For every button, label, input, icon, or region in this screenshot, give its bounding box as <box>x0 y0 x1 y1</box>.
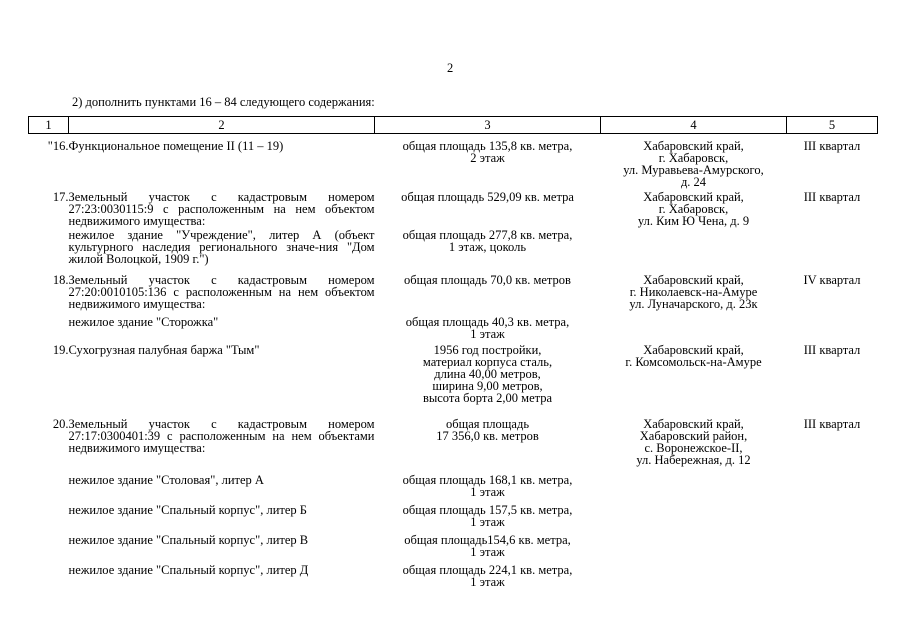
item-quarter: IV квартал <box>803 273 861 287</box>
item-number: "16. <box>47 139 69 153</box>
item-number <box>29 229 69 274</box>
item-description: Сухогрузная палубная баржа "Тым" <box>68 343 260 357</box>
column-header: 3 <box>375 117 601 134</box>
item-area: общая площадь 70,0 кв. метров <box>404 273 571 287</box>
item-quarter <box>787 474 878 504</box>
table-row <box>29 316 878 344</box>
intro-text: 2) дополнить пунктами 16 – 84 следующего содержания: <box>72 95 375 109</box>
column-header: 2 <box>69 117 375 134</box>
item-address: Хабаровский край, Хабаровский район, с. Воронежское-II, ул. Набережная, д. 12 <box>636 417 751 467</box>
item-area: общая площадь154,6 кв. метра, 1 этаж <box>404 533 571 559</box>
item-address: Хабаровский край, г. Комсомольск-на-Амуре <box>625 343 762 369</box>
item-description: нежилое здание "Спальный корпус", литер В <box>68 533 309 547</box>
item-description: Земельный участок с кадастровым номером 27:23:0030115:9 с расположенным на нем объектом недвижимого имущества: <box>68 190 375 228</box>
item-address <box>601 316 787 344</box>
item-description: нежилое здание "Сторожка" <box>68 315 219 329</box>
item-description: Земельный участок с кадастровым номером 27:17:0300401:39 с расположенным на нем объектами недвижимого имущества: <box>68 417 375 455</box>
item-description: нежилое здание "Спальный корпус", литер Д <box>68 563 309 577</box>
table-row <box>29 344 878 418</box>
item-area: общая площадь 224,1 кв. метра, 1 этаж <box>402 563 573 589</box>
table-row <box>29 504 878 534</box>
item-quarter <box>787 316 878 344</box>
table-row <box>29 418 878 474</box>
item-number <box>29 316 69 344</box>
item-quarter: III квартал <box>803 139 861 153</box>
item-area: 1956 год постройки, материал корпуса сталь, длина 40,00 метров, ширина 9,00 метров, высота борта 2,00 метра <box>422 343 553 405</box>
item-area: общая площадь 40,3 кв. метра, 1 этаж <box>405 315 570 341</box>
column-header: 1 <box>29 117 69 134</box>
item-address <box>601 504 787 534</box>
item-quarter <box>787 504 878 534</box>
table-row <box>29 229 878 274</box>
property-table <box>28 116 878 594</box>
header-row <box>29 117 878 134</box>
table-row <box>29 274 878 316</box>
item-quarter <box>787 534 878 564</box>
item-quarter: III квартал <box>803 190 861 204</box>
item-address <box>601 564 787 594</box>
item-number: 17. <box>52 190 69 204</box>
item-address: Хабаровский край, г. Хабаровск, ул. Ким Ю Чена, д. 9 <box>637 190 750 228</box>
item-address <box>601 474 787 504</box>
page-number: 2 <box>447 61 454 75</box>
item-address <box>601 534 787 564</box>
table-row <box>29 134 878 189</box>
item-area: общая площадь 157,5 кв. метра, 1 этаж <box>402 503 573 529</box>
item-quarter: III квартал <box>803 417 861 431</box>
item-area: общая площадь 17 356,0 кв. метров <box>436 417 539 443</box>
item-description: нежилое здание "Столовая", литер А <box>68 473 264 487</box>
item-quarter: III квартал <box>803 343 861 357</box>
item-number <box>29 504 69 534</box>
table-row <box>29 564 878 594</box>
item-area: общая площадь 529,09 кв. метра <box>401 190 574 204</box>
item-area: общая площадь 168,1 кв. метра, 1 этаж <box>402 473 573 499</box>
item-number <box>29 534 69 564</box>
item-quarter <box>787 564 878 594</box>
item-description: нежилое здание "Учреждение", литер А (объект культурного наследия регионального значе-ния "Дом жилой Волоцкой, 1909 г.") <box>68 228 375 266</box>
item-number <box>29 564 69 594</box>
item-description: Функциональное помещение II (11 – 19) <box>68 139 284 153</box>
item-number: 20. <box>52 417 69 431</box>
table-row <box>29 474 878 504</box>
item-address <box>601 229 787 274</box>
item-quarter <box>787 229 878 274</box>
item-number: 19. <box>52 343 69 357</box>
item-address: Хабаровский край, г. Хабаровск, ул. Муравьева-Амурского, д. 24 <box>623 139 764 189</box>
item-number <box>29 474 69 504</box>
item-description: нежилое здание "Спальный корпус", литер Б <box>68 503 307 517</box>
item-address: Хабаровский край, г. Николаевск-на-Амуре ул. Луначарского, д. 23к <box>629 273 758 311</box>
table-row <box>29 188 878 229</box>
column-header: 5 <box>787 117 878 134</box>
column-header: 4 <box>601 117 787 134</box>
item-number: 18. <box>52 273 69 287</box>
item-area: общая площадь 135,8 кв. метра, 2 этаж <box>402 139 573 165</box>
item-description: Земельный участок с кадастровым номером 27:20:0010105:136 с расположенным на нем объектом недвижимого имущества: <box>68 273 375 311</box>
table-row <box>29 534 878 564</box>
item-area: общая площадь 277,8 кв. метра, 1 этаж, цоколь <box>402 228 573 254</box>
